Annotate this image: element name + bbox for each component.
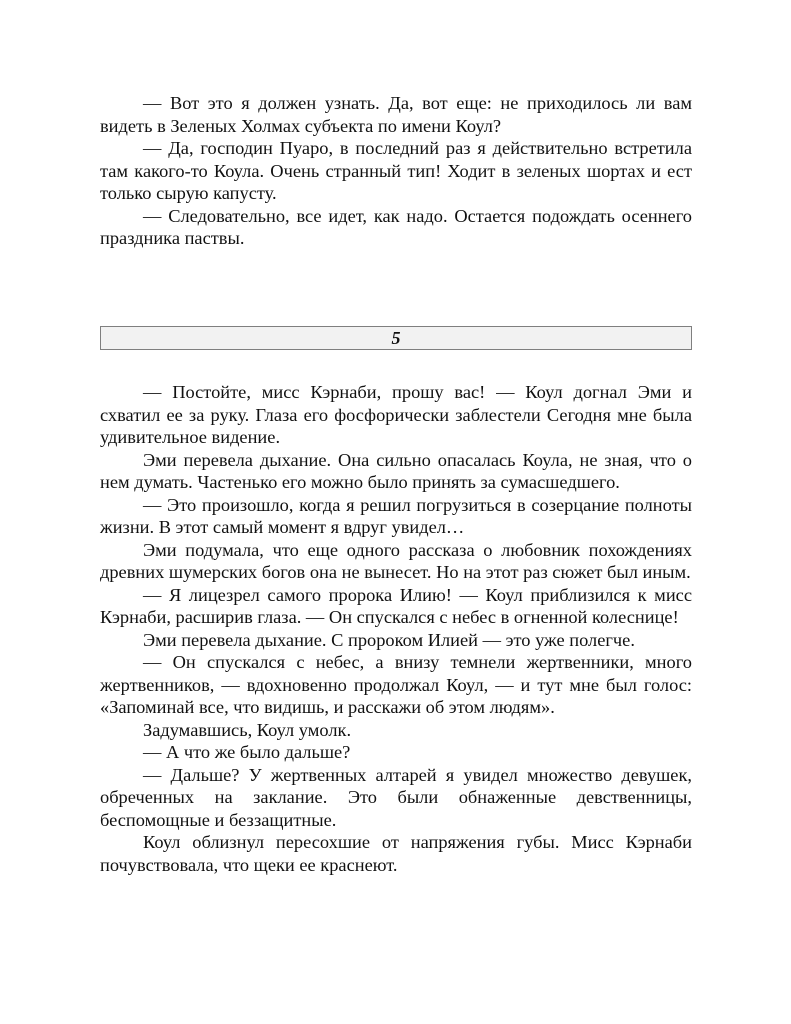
chapter-heading [100,326,692,350]
paragraph: — Следовательно, все идет, как надо. Остается подождать осеннего праздника паствы. [100,205,692,248]
paragraph: — Я лицезрел самого пророка Илию! — Коул приблизился к мисс Кэрнаби, расширив глаза. — Он спускался с небес в огненной колеснице! [100,584,692,627]
paragraph: — Дальше? У жертвенных алтарей я увидел множество девушек, обреченных на заклание. Это были обнаженные девственницы, беспомощные и беззащитные. [100,764,692,830]
paragraph: — Постойте, мисс Кэрнаби, прошу вас! — Коул догнал Эми и схватил ее за руку. Глаза его фосфорически заблестели Сегодня мне была удивительное видение. [100,382,692,447]
paragraph: — Это произошло, когда я решил погрузиться в созерцание полноты жизни. В этот самый момент я вдруг увидел… [100,494,692,537]
paragraph: Задумавшись, Коул умолк. [143,719,352,740]
chapter-number: 5 [391,328,401,348]
paragraph: — Вот это я должен узнать. Да, вот еще: не приходилось ли вам видеть в Зеленых Холмах субъекта по имени Коул? [100,93,692,136]
paragraph: Эми перевела дыхание. С пророком Илией — это уже полегче. [143,629,635,650]
paragraph: — Он спускался с небес, а внизу темнели жертвенники, много жертвенников, — вдохновенно продолжал Коул, — и тут мне был голос: «Запоминай все, что видишь, и расскажи об этом людям». [100,652,692,717]
text-section-top [100,92,692,250]
paragraph: — А что же было дальше? [143,742,351,762]
paragraph: Эми подумала, что еще одного рассказа о любовник похождениях древних шумерских богов она не вынесет. Но на этот раз сюжет был иным. [100,539,692,582]
paragraph: — Да, господин Пуаро, в последний раз я действительно встретила там какого-то Коула. Очень странный тип! Ходит в зеленых шортах и ест только сырую капусту. [100,138,692,203]
paragraph: Коул облизнул пересохшие от напряжения губы. Мисс Кэрнаби почувствовала, что щеки ее краснеют. [100,832,692,875]
text-section-bottom [100,381,692,876]
paragraph: Эми перевела дыхание. Она сильно опасалась Коула, не зная, что о нем думать. Частенько его можно было принять за сумасшедшего. [100,449,692,492]
